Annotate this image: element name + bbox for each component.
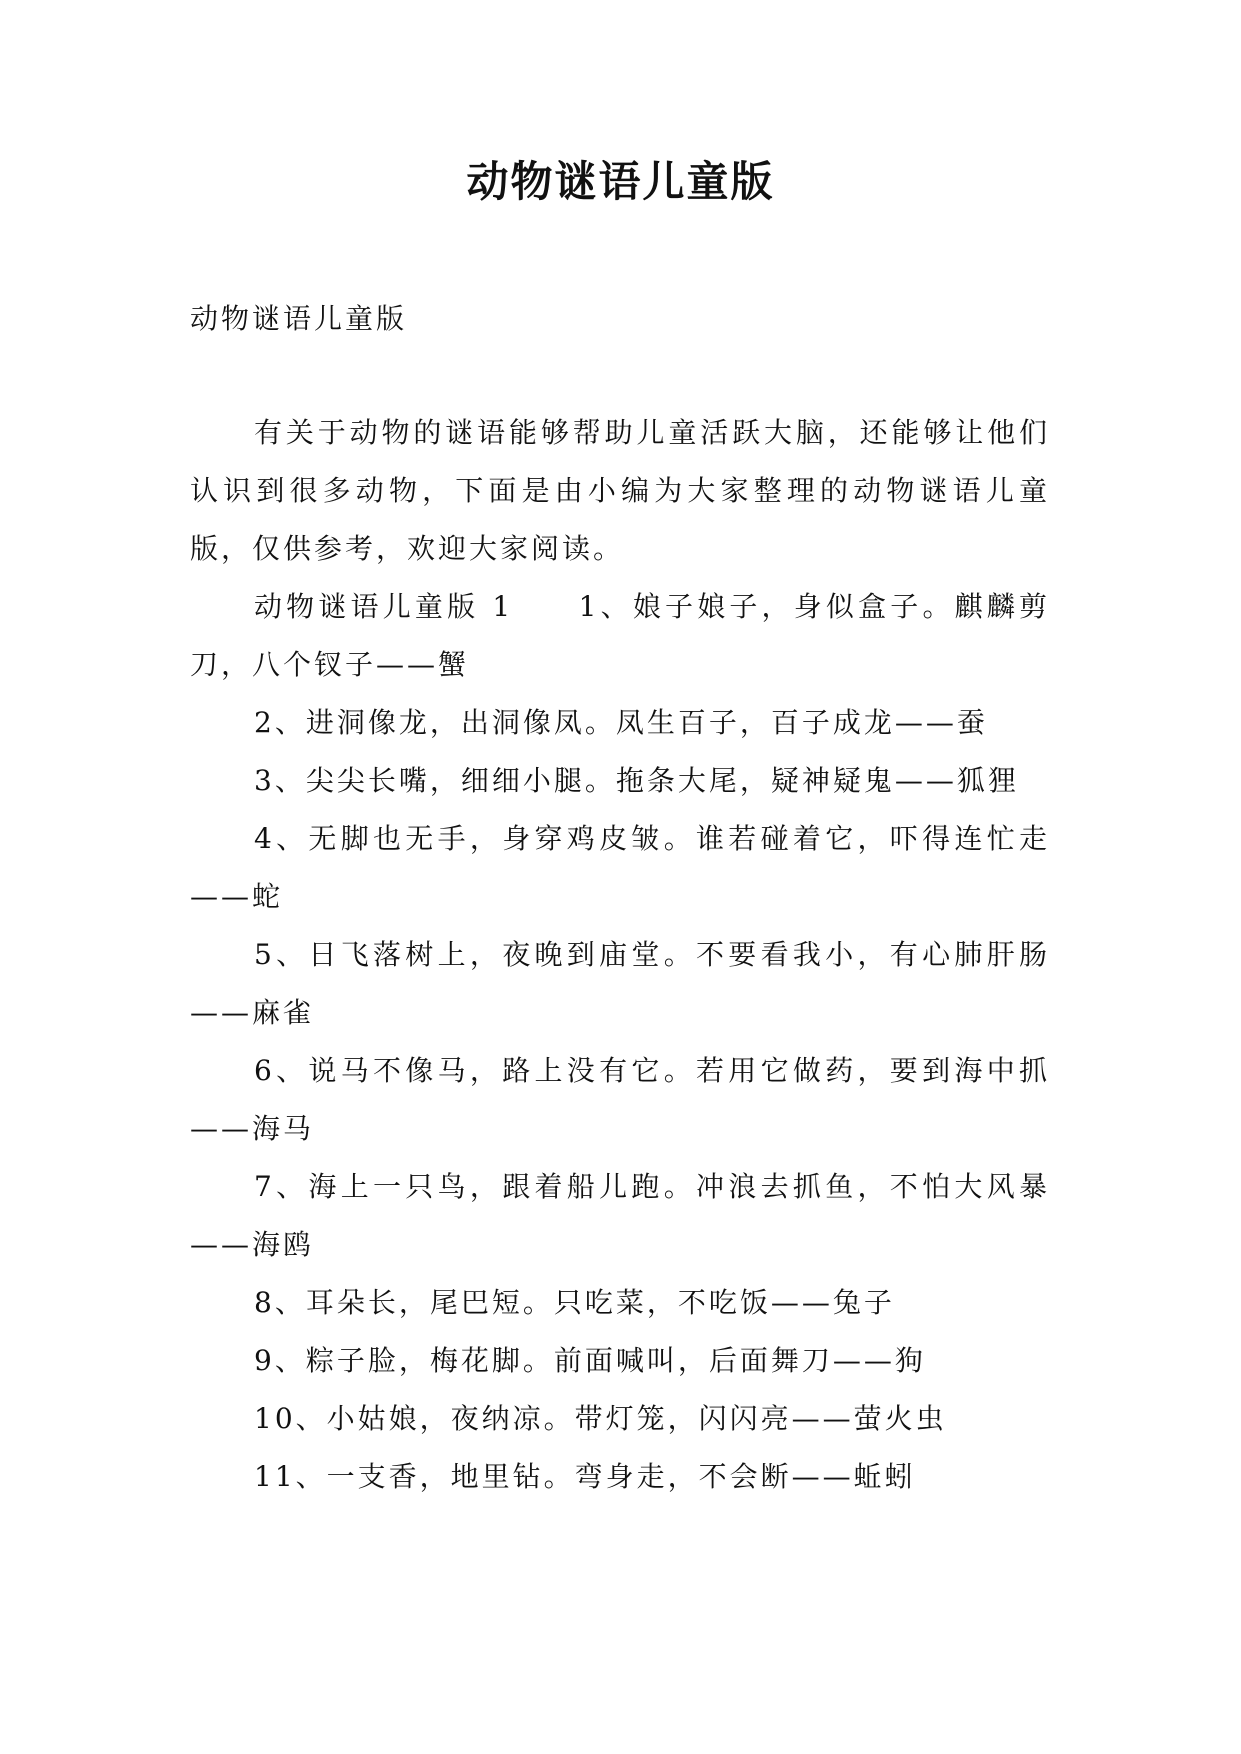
riddle-paragraph: 8、耳朵长，尾巴短。只吃菜，不吃饭——兔子: [254, 1286, 895, 1319]
document-subtitle: 动物谜语儿童版: [190, 302, 408, 335]
riddle-paragraph: 11、一支香，地里钻。弯身走，不会断——蚯蚓: [254, 1460, 916, 1493]
riddle-paragraph: 7、海上一只鸟，跟着船儿跑。冲浪去抓鱼，不怕大风暴——海鸥: [190, 1170, 1050, 1261]
riddle-paragraph: 2、进洞像龙，出洞像凤。凤生百子，百子成龙——蚕: [254, 706, 988, 739]
riddle-paragraph: 10、小姑娘，夜纳凉。带灯笼，闪闪亮——萤火虫: [254, 1402, 947, 1435]
document-body: [190, 290, 1050, 1506]
riddle-paragraph: 4、无脚也无手，身穿鸡皮皱。谁若碰着它，吓得连忙走——蛇: [190, 822, 1050, 913]
riddle-paragraph: 3、尖尖长嘴，细细小腿。拖条大尾，疑神疑鬼——狐狸: [254, 764, 1019, 797]
riddle-paragraph: 6、说马不像马，路上没有它。若用它做药，要到海中抓——海马: [190, 1054, 1050, 1145]
riddle-paragraph: 9、粽子脸，梅花脚。前面喊叫，后面舞刀——狗: [254, 1344, 926, 1377]
document-title: 动物谜语儿童版: [466, 157, 775, 206]
riddle-paragraph: 5、日飞落树上，夜晚到庙堂。不要看我小，有心肺肝肠——麻雀: [190, 938, 1050, 1029]
riddle-paragraph: 动物谜语儿童版 1 1、娘子娘子，身似盒子。麒麟剪刀，八个钗子——蟹: [190, 590, 1050, 681]
blank-line: [190, 348, 1050, 404]
intro-paragraph: 有关于动物的谜语能够帮助儿童活跃大脑，还能够让他们认识到很多动物，下面是由小编为大家整理的动物谜语儿童版，仅供参考，欢迎大家阅读。: [190, 416, 1050, 565]
